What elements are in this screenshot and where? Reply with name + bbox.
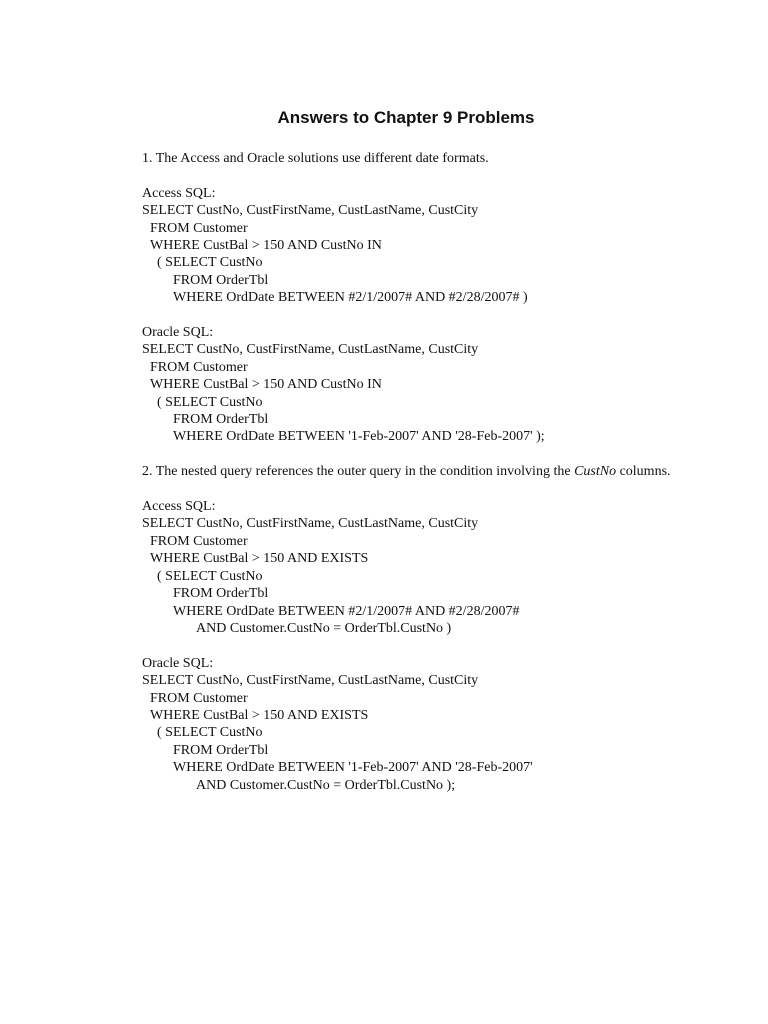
spacer bbox=[142, 167, 702, 184]
problem-1-access-block bbox=[142, 185, 702, 307]
sql-line: FROM OrderTbl bbox=[173, 272, 269, 288]
sql-line: AND Customer.CustNo = OrderTbl.CustNo ) bbox=[196, 620, 452, 636]
spacer bbox=[142, 446, 702, 463]
spacer bbox=[142, 637, 702, 654]
sql-line: WHERE CustBal > 150 AND EXISTS bbox=[150, 707, 369, 723]
access-sql-label: Access SQL: bbox=[142, 499, 216, 515]
sql-line: SELECT CustNo, CustFirstName, CustLastName, CustCity bbox=[142, 342, 479, 358]
problem-2-oracle-block bbox=[142, 655, 702, 794]
sql-line: FROM OrderTbl bbox=[173, 412, 269, 428]
sql-line: ( SELECT CustNo bbox=[157, 394, 263, 410]
problem-1-oracle-block bbox=[142, 324, 702, 446]
sql-line: ( SELECT CustNo bbox=[157, 725, 263, 741]
sql-line: WHERE OrdDate BETWEEN #2/1/2007# AND #2/28/2007# bbox=[173, 603, 520, 619]
spacer bbox=[142, 481, 702, 498]
sql-line: SELECT CustNo, CustFirstName, CustLastName, CustCity bbox=[142, 516, 479, 532]
sql-line: FROM OrderTbl bbox=[173, 586, 269, 602]
oracle-sql-label: Oracle SQL: bbox=[142, 655, 214, 671]
sql-line: FROM OrderTbl bbox=[173, 742, 269, 758]
problem-2-intro bbox=[142, 463, 702, 480]
sql-line: ( SELECT CustNo bbox=[157, 255, 263, 271]
problem-2-intro-tail: columns. bbox=[616, 464, 671, 480]
sql-line: FROM Customer bbox=[150, 220, 248, 236]
problem-2-intro-text: 2. The nested query references the outer query in the condition involving the bbox=[142, 464, 575, 480]
sql-line: ( SELECT CustNo bbox=[157, 568, 263, 584]
problem-2-access-block bbox=[142, 498, 702, 637]
sql-line: WHERE CustBal > 150 AND CustNo IN bbox=[150, 238, 382, 254]
page-title: Answers to Chapter 9 Problems bbox=[277, 108, 535, 127]
sql-line: WHERE OrdDate BETWEEN '1-Feb-2007' AND '28-Feb-2007' bbox=[173, 760, 533, 776]
sql-line: FROM Customer bbox=[150, 359, 248, 375]
sql-line: FROM Customer bbox=[150, 533, 248, 549]
spacer bbox=[142, 307, 702, 324]
sql-line: SELECT CustNo, CustFirstName, CustLastName, CustCity bbox=[142, 203, 479, 219]
access-sql-label: Access SQL: bbox=[142, 185, 216, 201]
sql-line: AND Customer.CustNo = OrderTbl.CustNo ); bbox=[196, 777, 456, 793]
sql-line: WHERE CustBal > 150 AND CustNo IN bbox=[150, 377, 382, 393]
sql-line: WHERE OrdDate BETWEEN #2/1/2007# AND #2/28/2007# ) bbox=[173, 290, 528, 306]
sql-line: FROM Customer bbox=[150, 690, 248, 706]
sql-line: WHERE OrdDate BETWEEN '1-Feb-2007' AND '28-Feb-2007' ); bbox=[173, 429, 545, 445]
problem-2-intro-term: CustNo bbox=[574, 464, 617, 480]
document-body bbox=[142, 150, 702, 794]
sql-line: WHERE CustBal > 150 AND EXISTS bbox=[150, 551, 369, 567]
oracle-sql-label: Oracle SQL: bbox=[142, 325, 214, 341]
sql-line: SELECT CustNo, CustFirstName, CustLastName, CustCity bbox=[142, 673, 479, 689]
problem-1-intro: 1. The Access and Oracle solutions use different date formats. bbox=[142, 151, 489, 166]
